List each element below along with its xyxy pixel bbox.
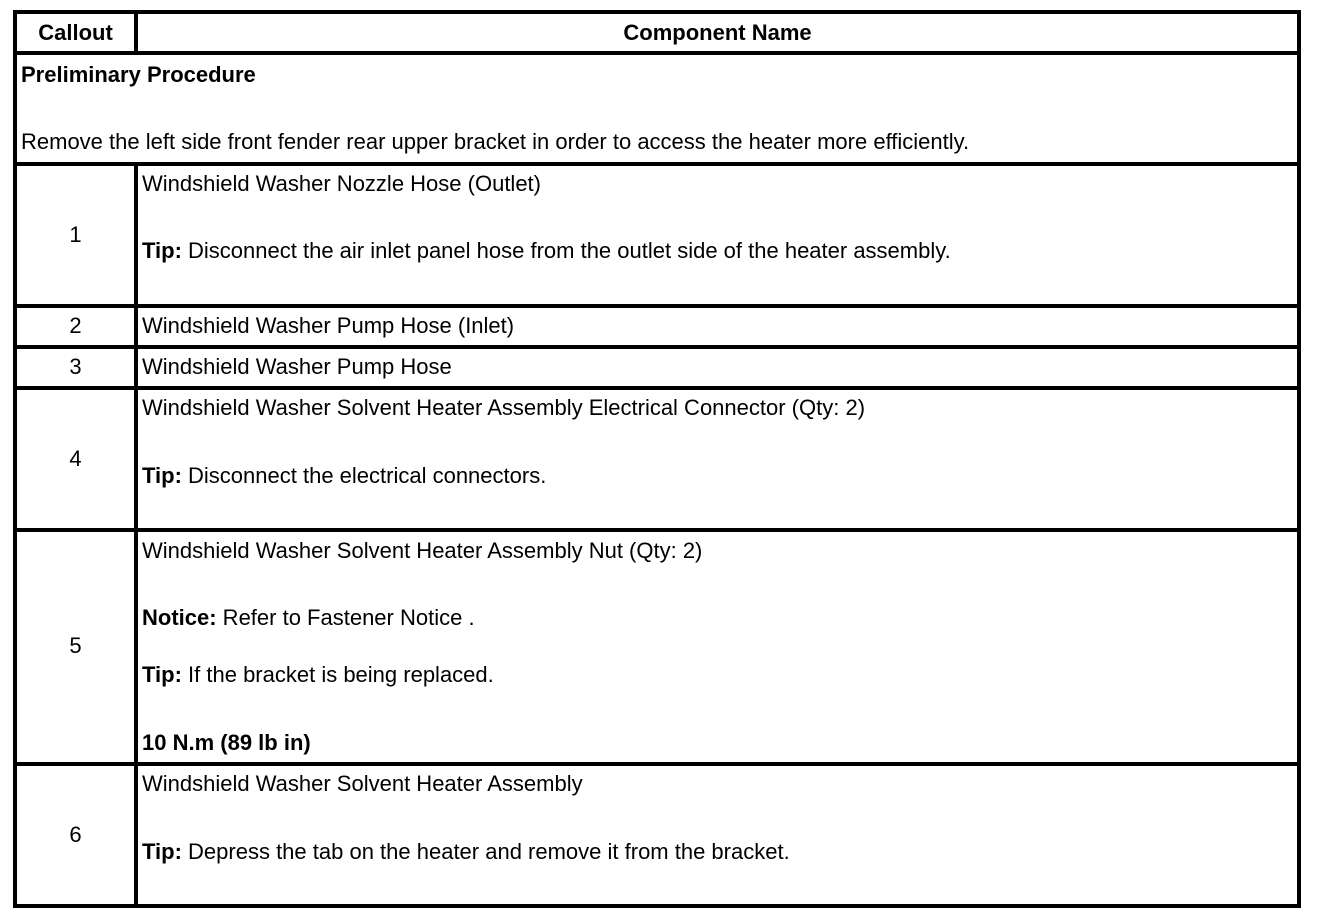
- tip-text: [142, 463, 546, 489]
- notice-label: Notice:: [142, 605, 217, 630]
- component-name: Windshield Washer Pump Hose: [142, 354, 452, 379]
- preliminary-title: Preliminary Procedure: [21, 62, 256, 87]
- torque-spec: 10 N.m (89 lb in): [142, 730, 311, 755]
- callout-number: 2: [69, 313, 82, 338]
- tip-text: [142, 839, 790, 865]
- component-table: [13, 10, 1301, 908]
- row-divider: [17, 304, 1297, 308]
- tip-text: [142, 662, 494, 688]
- notice-body: Refer to Fastener Notice .: [216, 605, 475, 630]
- component-name: Windshield Washer Solvent Heater Assembly Electrical Connector (Qty: 2): [142, 395, 866, 420]
- tip-body: Disconnect the electrical connectors.: [181, 463, 547, 488]
- preliminary-text: Remove the left side front fender rear upper bracket in order to access the heater more efficiently.: [21, 129, 970, 154]
- callout-number: 4: [69, 446, 82, 471]
- tip-label: Tip:: [142, 839, 182, 864]
- row-divider: [17, 345, 1297, 349]
- tip-label: Tip:: [142, 463, 182, 488]
- callout-number: 1: [69, 222, 82, 247]
- row-divider: [17, 162, 1297, 166]
- tip-text: [142, 238, 951, 264]
- callout-number: 3: [69, 354, 82, 379]
- tip-body: If the bracket is being replaced.: [181, 662, 494, 687]
- header-callout: Callout: [38, 20, 113, 45]
- tip-label: Tip:: [142, 662, 182, 687]
- row-divider: [17, 386, 1297, 390]
- header-component-name: Component Name: [623, 20, 812, 45]
- row-divider: [17, 762, 1297, 766]
- component-name: Windshield Washer Nozzle Hose (Outlet): [142, 171, 541, 196]
- tip-label: Tip:: [142, 238, 182, 263]
- component-name: Windshield Washer Pump Hose (Inlet): [142, 313, 515, 338]
- tip-body: Disconnect the air inlet panel hose from the outlet side of the heater assembly.: [181, 238, 951, 263]
- callout-number: 6: [69, 822, 82, 847]
- notice-text: [142, 605, 475, 631]
- tip-body: Depress the tab on the heater and remove it from the bracket.: [181, 839, 790, 864]
- column-divider: [134, 162, 138, 908]
- component-name: Windshield Washer Solvent Heater Assembly: [142, 771, 583, 796]
- row-divider: [17, 528, 1297, 532]
- header-divider: [17, 51, 1297, 55]
- component-name: Windshield Washer Solvent Heater Assembly Nut (Qty: 2): [142, 538, 703, 563]
- callout-number: 5: [69, 633, 82, 658]
